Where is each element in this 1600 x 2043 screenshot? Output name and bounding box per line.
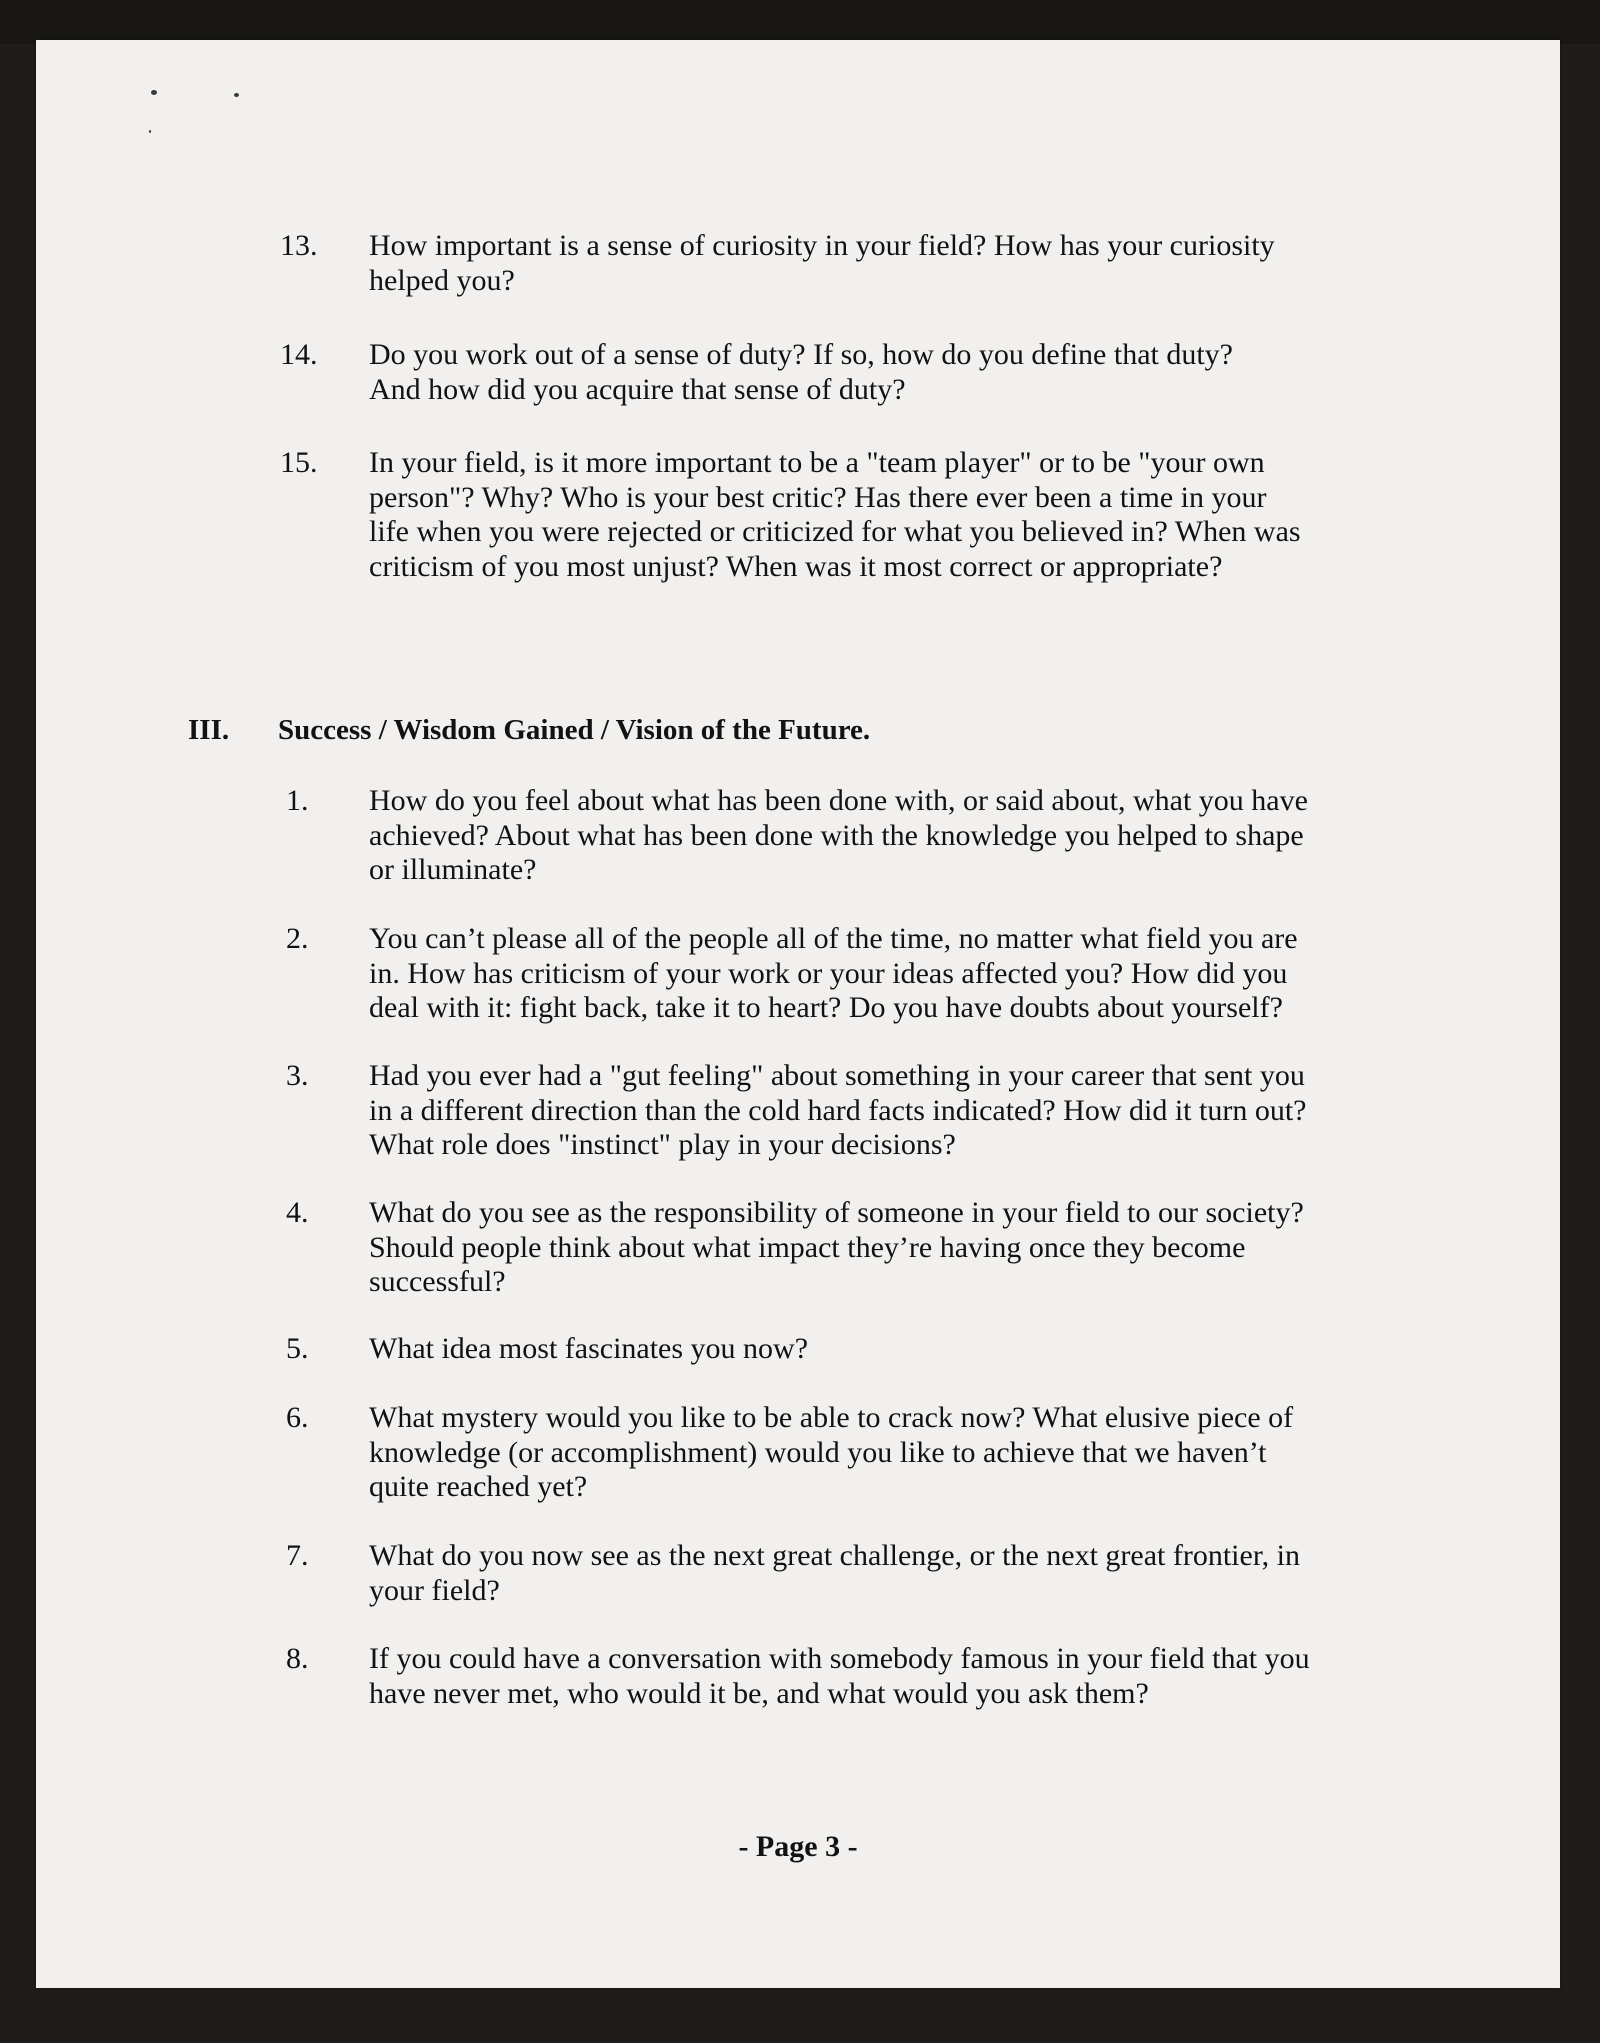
page-number: - Page 3 - (738, 1830, 858, 1863)
question-number: 3. (286, 1059, 309, 1092)
question-text: How important is a sense of curiosity in your field? How has your curiosity helped you? (369, 229, 1275, 297)
question-number: 5. (286, 1332, 309, 1365)
question-number: 7. (286, 1539, 309, 1572)
question-text: What do you now see as the next great challenge, or the next great frontier, in your field? (369, 1539, 1300, 1607)
question-text: Do you work out of a sense of duty? If so, how do you define that duty? And how did you acquire that sense of duty? (369, 338, 1233, 406)
page-content (36, 40, 1560, 1988)
question-text: You can’t please all of the people all of the time, no matter what field you are in. How has criticism of your work or your ideas affected you? How did you deal with it: fight back, take it to heart? Do you have doubts about yourself? (369, 922, 1298, 1024)
scan-background (0, 0, 1600, 44)
question-number: 14. (280, 338, 318, 371)
question-number: 4. (286, 1196, 309, 1229)
section-numeral: III. (188, 714, 230, 746)
question-text: What do you see as the responsibility of someone in your field to our society? Should people think about what impact they’re having once they become successful? (369, 1196, 1304, 1298)
question-text: Had you ever had a "gut feeling" about something in your career that sent you in a different direction than the cold hard facts indicated? How did it turn out? What role does "instinct" play in your decisions? (369, 1059, 1307, 1161)
section-title: Success / Wisdom Gained / Vision of the Future. (278, 714, 871, 746)
question-number: 15. (280, 446, 318, 479)
question-number: 1. (286, 784, 309, 817)
question-text: If you could have a conversation with somebody famous in your field that you have never met, who would it be, and what would you ask them? (369, 1642, 1310, 1710)
question-text: In your field, is it more important to be a "team player" or to be "your own person"? Why? Who is your best critic? Has there ever been a time in your life when you were rejected or criticized for what you believed in? When was criticism of you most unjust? When was it most correct or appropriate? (369, 446, 1301, 583)
question-text: What mystery would you like to be able to crack now? What elusive piece of knowledge (or accomplishment) would you like to achieve that we haven’t quite reached yet? (369, 1401, 1294, 1503)
question-text: How do you feel about what has been done with, or said about, what you have achieved? About what has been done with the knowledge you helped to shape or illuminate? (369, 784, 1308, 886)
question-number: 8. (286, 1642, 309, 1675)
question-text: What idea most fascinates you now? (369, 1332, 809, 1365)
question-number: 6. (286, 1401, 309, 1434)
document-page (36, 40, 1560, 1988)
question-number: 13. (280, 229, 318, 262)
question-number: 2. (286, 922, 309, 955)
